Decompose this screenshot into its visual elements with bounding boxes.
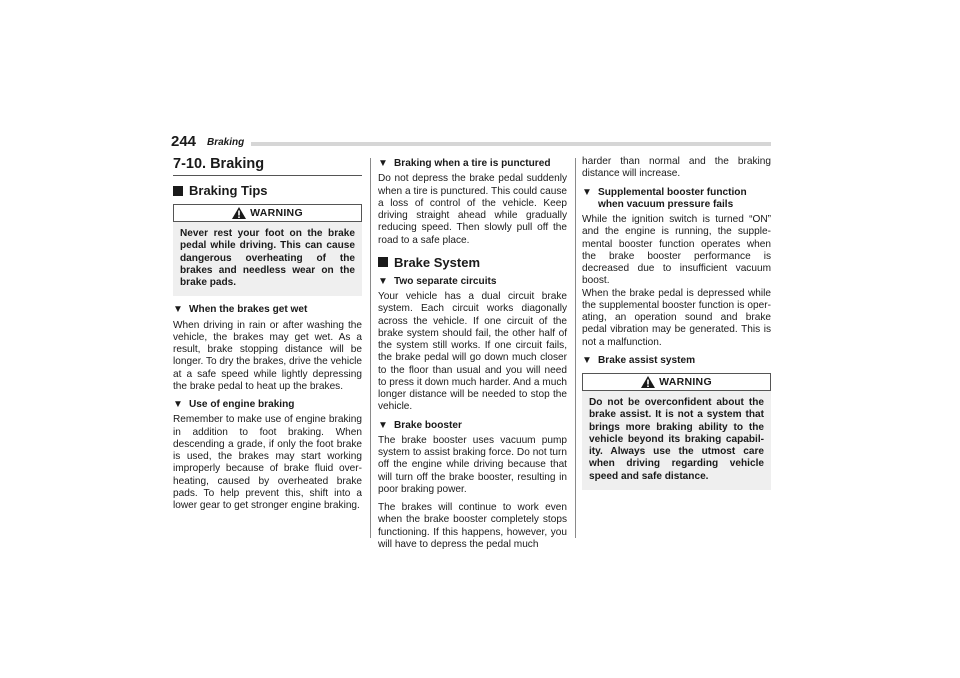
- paragraph: The brake booster uses vacuum pump system to assist braking force. Do not turn off the engine while driving because that will turn off the brake booster, resulting in poor braking power.: [378, 434, 567, 495]
- section-heading-text: Brake System: [394, 254, 480, 270]
- paragraph: Remember to make use of engine braking in addition to foot braking. When descending a grade, if only the foot brake is used, the brakes may start working improperly because of brake fluid over-heating, caused by overheated brake pads. To help prevent this, shift into a lower gear to get stronger engine braking.: [173, 414, 362, 511]
- warning-label: WARNING: [659, 375, 712, 388]
- triangle-bullet-icon: ▼: [378, 275, 388, 287]
- column-3: [582, 156, 771, 498]
- warning-text: Do not be overconfident about the brake assist. It is not a system that brings more braking ability to the vehicle beyond its braking capabil-ity. Always use the utmost care when driving regarding vehicle speed and safe distance.: [589, 397, 764, 482]
- warning-header: [582, 373, 771, 391]
- warning-box: [173, 204, 362, 296]
- column-divider: [370, 158, 371, 538]
- warning-triangle-icon: [641, 376, 655, 388]
- triangle-bullet-icon: ▼: [378, 158, 388, 169]
- paragraph: When driving in rain or after washing the vehicle, the brakes may get wet. As a result, brake stopping distance will be longer. To dry the brakes, drive the vehicle at a safe speed while lightly depressing the brake pedal to heat up the brakes.: [173, 319, 362, 392]
- column-2: [378, 156, 567, 557]
- paragraph: The brakes will continue to work even when the brake booster completely stops functioning. If this happens, however, you will have to depress the pedal much: [378, 502, 567, 550]
- triangle-bullet-icon: ▼: [582, 354, 592, 366]
- triangle-bullet-icon: ▼: [173, 304, 183, 316]
- section-heading-text: Braking Tips: [189, 183, 268, 198]
- subheading-text: Brake booster: [394, 419, 462, 431]
- subheading: [173, 399, 362, 411]
- triangle-bullet-icon: ▼: [173, 399, 183, 410]
- header-rule: [251, 142, 771, 146]
- paragraph: harder than normal and the braking distance will increase.: [582, 156, 771, 180]
- paragraph: Your vehicle has a dual circuit brake system. Each circuit works diagonally across the vehicle. If one circuit of the brake system should fail, the other half of the system still works. If one circuit fails, the brake pedal will go down much closer to the floor than usual and you will need to press it down much harder. And a much longer distance will be needed to stop the vehicle.: [378, 291, 567, 413]
- subheading: [378, 276, 567, 288]
- triangle-bullet-icon: ▼: [378, 419, 388, 431]
- section-name: Braking: [207, 137, 245, 148]
- square-bullet-icon: [173, 186, 183, 196]
- triangle-bullet-icon: ▼: [582, 186, 592, 198]
- paragraph: While the ignition switch is turned “ON” and the engine is running, the supple-mental booster function operates when the brake booster performance is decreased due to insufficient vacuum boost.: [582, 214, 771, 287]
- warning-label: WARNING: [250, 206, 303, 219]
- subheading-text: Two separate circuits: [394, 275, 497, 287]
- warning-text: Never rest your foot on the brake pedal while driving. This can cause dangerous overheating of the brakes and needless wear on the brake pads.: [180, 228, 355, 288]
- subheading: [173, 304, 362, 316]
- subheading: [378, 158, 567, 170]
- subheading: [582, 355, 771, 367]
- warning-header: [173, 204, 362, 222]
- subheading-text: Braking when a tire is punctured: [394, 158, 551, 169]
- section-heading: [173, 183, 362, 198]
- square-bullet-icon: [378, 257, 388, 267]
- column-1: [173, 156, 362, 518]
- warning-triangle-icon: [232, 207, 246, 219]
- subheading-text: Supplemental booster function when vacuum pressure fails: [598, 186, 747, 210]
- subheading: [582, 187, 771, 212]
- subheading-text: Brake assist system: [598, 354, 696, 366]
- warning-box: [582, 373, 771, 490]
- subheading: [378, 420, 567, 432]
- subheading-text: Use of engine braking: [189, 399, 295, 410]
- paragraph: Do not depress the brake pedal suddenly when a tire is punctured. This could cause a loss of control of the vehicle. Keep driving straight ahead while gradually reducing speed. Then slowly pull off the road to a safe place.: [378, 173, 567, 246]
- page-number: 244: [171, 133, 197, 150]
- chapter-title: 7-10. Braking: [173, 156, 362, 176]
- paragraph: When the brake pedal is depressed while the supplemental booster function is oper-ating, an operation sound and brake pedal vibration may be generated. This is not a malfunction.: [582, 287, 771, 348]
- page-header: [171, 134, 771, 150]
- column-divider: [575, 158, 576, 538]
- subheading-text: When the brakes get wet: [189, 304, 308, 316]
- section-heading: [378, 255, 567, 270]
